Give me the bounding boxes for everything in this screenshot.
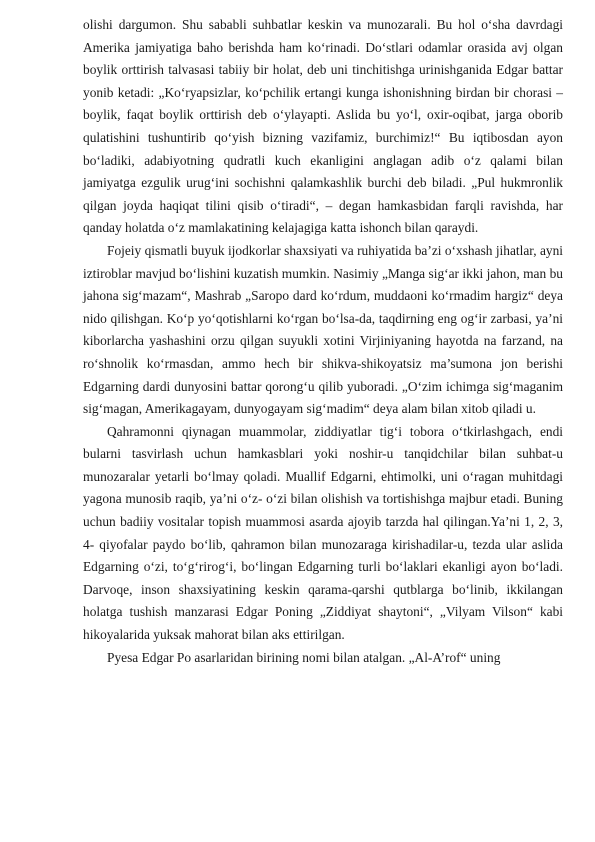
- document-page: [83, 14, 563, 669]
- paragraph-fojeiy: Fojeiy qismatli buyuk ijodkorlar shaxsiyati va ruhiyatida ba’zi o‘xshash jihatlar, ayni iztiroblar mavjud bo‘lishini kuzatish mumkin. Nasimiy „Manga sig‘ar ikki jahon, man bu jahona sig‘mazam“, Mashrab „Saropo dard ko‘rdum, muddaoni ko‘rmadim hargiz“ deya nido qilishgan. Ko‘p yo‘qotishlarni ko‘rgan bo‘lsa-da, taqdirning eng og‘ir zarbasi, ya’ni kiborlarcha yashashini orzu qilgan suyukli xotini Virjiniyaning hayotda na farzand, na ro‘shnolik ko‘rmasdan, ammo hech bir shikva-shikoyatsiz ma’sumona jon berishi Edgarning dardi dunyosini battar qorong‘u qilib yuboradi. „O‘zim ichimga sig‘maganim sig‘magan, Amerikagayam, dunyogayam sig‘madim“ deya alam bilan xitob qiladi u.: [83, 242, 563, 417]
- paragraph-pyesa: Pyesa Edgar Po asarlaridan birining nomi bilan atalgan. „Al-A’rof“ uning: [107, 649, 501, 665]
- paragraph-continuation: olishi dargumon. Shu sababli suhbatlar keskin va munozarali. Bu hol o‘sha davrdagi Amerika jamiyatiga baho berishda ham ko‘rinadi. Do‘stlari odamlar orasida avj olgan boylik orttirish talvasasi tabiiy bir holat, deb uni tinchitishga urinishganida Edgar battar yonib ketadi: „Ko‘ryapsizlar, ko‘pchilik ertangi kunga ishonishning birdan bir chorasi – boylik, faqat boylik orttirish deb o‘ylayapti. Aslida bu yo‘l, oxir-oqibat, jarga oborib qulatishini tushuntirib qo‘yish bizning vazifamiz, burchimiz!“ Bu iqtibosdan ayon bo‘ladiki, adabiyotning qudratli kuch ekanligini anglagan adib o‘z qalami bilan jamiyatga ezgulik urug‘ini sochishni qalamkashlik burchi deb biladi. „Pul hukmronlik qilgan joyda haqiqat tilini qisib o‘tiradi“, – degan hamkasbidan farqli ravishda, har qanday holatda o‘z mamlakatining kelajagiga katta ishonch bilan qaraydi.: [83, 17, 563, 236]
- paragraph-qahramonni: Qahramonni qiynagan muammolar, ziddiyatlar tig‘i tobora o‘tkirlashgach, endi bularni tasvirlash uchun hamkasblari yoki noshir-u tanqidchilar bilan suhbat-u munozaralar yetarli bo‘lmay qoladi. Muallif Edgarni, ehtimolki, uni o‘ragan muhitdagi yagona munosib raqib, ya’ni o‘z- o‘zi bilan olishish va tortishishga majbur etadi. Buning uchun badiiy vositalar topish muammosi asarda ajoyib tarzda hal qilingan.Ya’ni 1, 2, 3, 4- qiyofalar paydo bo‘lib, qahramon bilan munozaraga kirishadilar-u, tezda ular aslida Edgarning o‘zi, to‘g‘rirog‘i, bo‘lingan Edgarning turli bo‘laklari ekanligi ayon bo‘ladi. Darvoqe, inson shaxsiyatining keskin qarama-qarshi qutblarga bo‘linib, ikkilangan holatga tushish manzarasi Edgar Poning „Ziddiyat shaytoni“, „Vilyam Vilson“ kabi hikoyalarida yuksak mahorat bilan aks ettirilgan.: [83, 423, 563, 643]
